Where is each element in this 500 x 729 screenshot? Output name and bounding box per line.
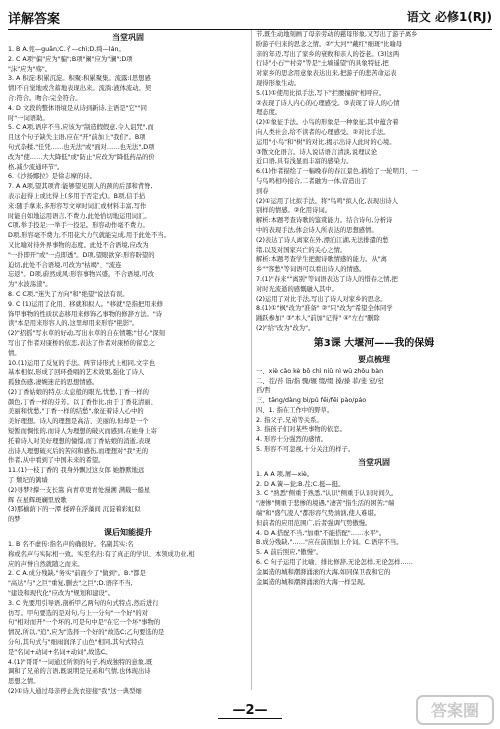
answer-line: 2. C A项"偏"应为"骗";B项"阑"应为"澜";D项 <box>8 55 133 63</box>
lesson-title: 第3课 大堰河——我的保姆 <box>313 337 435 349</box>
answer-line: (3)那榆荫下的一潭 揉碎在浮藻间 沉淀着彩虹似 <box>8 506 141 514</box>
answer-line: 5. A 前后照应,"傲慢"。 <box>256 549 323 557</box>
answer-line: "一扑即开"或"一点即透"。D项,望眼欲穿:形容盼望的 <box>8 251 155 259</box>
answer-line: 2. 指父子,兄弟等关系。 <box>256 416 323 424</box>
svg-text:答案圈: 答案圈 <box>430 701 480 720</box>
section-heading: 要点梳理 <box>358 354 390 364</box>
answer-line: 亲的年迈,写出了家乡的衰败和亲人的苍老。(3)这两 <box>256 50 400 58</box>
answer-line: (2)丁香姑娘的特点:太息般的眼光,忧愁,丁香一样的 <box>8 388 149 396</box>
header-right-title: 语文 必修1(RJ) <box>406 10 492 24</box>
answer-line: 四、1. 指在工作中的野草。 <box>256 406 334 414</box>
answer-line: 解析:本题考查学生把握诗歌情感的能力。从"离 <box>256 256 387 264</box>
answer-line: 写出了作者对康桥的依恋,表达了作者对康桥的留恋之 <box>8 339 155 347</box>
answer-line: 近口语,具有浅显而丰富的感染力。 <box>256 158 353 166</box>
answer-line: "建设和现代化"应改为"规划和建设"。 <box>8 590 115 598</box>
answer-line: 10.(1)运用了反复的手法。两节诗形式上相同,文字也 <box>8 359 155 367</box>
answer-line: 情况,所以,"追",应为"选择一个好的"故选C;乙句要选的是 <box>8 629 165 637</box>
answer-line: 情)不自觉地或含蓄地表现出来。流淌:液体流动。契 <box>8 85 152 93</box>
answer-line: 乡""客愁"等词语可以看出诗人的情感。 <box>256 266 366 274</box>
section-heading: 当堂巩固 <box>358 457 390 467</box>
answer-line: 3. 指孩子们对某些事物的依恋。 <box>256 426 346 434</box>
answer-line: (2)表达了诗人离家在外,漂泊江湖,无法排遣的愁 <box>256 236 389 244</box>
answer-line: 3. C 先要用引导语,剖析甲乙两句的句式特点,然后进行 <box>8 599 159 607</box>
answer-line: 出诗人理想破灭后的苦闷和感伤,而理想对"我"无的 <box>8 447 149 455</box>
answer-line: 时能自如地运用语言,不费力,此处恰切地运用词汇。 <box>8 212 151 220</box>
answer-line: 1. B A.莞—guān;C.彳—chì;D.绮—lán。 <box>8 46 125 53</box>
answer-line: 现得形象生动。 <box>256 79 301 87</box>
answer-line: "凄惨"侧重于悲惨的境遇,"凄苦"指生活的困苦;"端 <box>256 500 395 508</box>
answer-line: 1. B 名不虚传:指名声的确很好。名副其实:名 <box>8 541 134 549</box>
header-left-title: 详解答案 <box>8 12 61 27</box>
answer-line: 4. 形容十分强烈的感情。 <box>256 436 327 444</box>
column-divider <box>251 30 252 690</box>
answer-line: 向人类社会,给不读者的心理感受。②对比手法。 <box>256 128 390 136</box>
answer-line: (2)"招摇"写水草的好动,写出水草的自在情趣;"甘心"深刻 <box>8 330 165 338</box>
answer-line: 舀/哲 <box>256 387 271 395</box>
answer-line: 3. C "熟悉"侧重于熟悉,"认识"侧重于认识时间久。 <box>256 490 398 498</box>
answer-line: 5.(1)①使用比拟手法,写下"拦腰撞倒"相呼应。 <box>256 89 386 97</box>
answer-line: 2. D A.簧—瓮;B.茬;C.挺—挺。 <box>256 480 345 488</box>
answer-line: (2)①诗人通过母亲停止洗衣迎接"我"这一典型细 <box>8 688 142 695</box>
answer-line: 踊跃参加" ③"本人"前加"记得" ④"左右"删除 <box>256 315 380 323</box>
answer-line: 4. D 文段的整体语境是从诗到新诗,主语是"它""同 <box>8 104 147 112</box>
answer-line: 2. C A.成分残缺,"务实"前面少了"做到"。B."都是 <box>8 570 146 578</box>
answer-line: 4.(1)"哥哥"一词通过所领的句子,构成独特的意象,既 <box>8 658 153 666</box>
answer-line: 为"水波荡漾"。 <box>8 281 52 289</box>
answer-line: 是"名词+动词+名词+动词",故选C。 <box>8 648 112 656</box>
watermark-logo <box>416 693 494 727</box>
answer-line: 三、tāng/dàng bì/pǔ fěi/fěi pào/páo <box>256 397 367 405</box>
answer-line: 7. A A项,望其项背:能够望见别人的颈的后部和背脊, <box>8 183 153 191</box>
answer-line: 了 颓圮的篱墙 <box>8 477 48 485</box>
answer-line: 5. C A项,语序不当,应该为"制造假假意,令人诅咒",而 <box>8 124 154 132</box>
answer-line: 颜色,丁香一样的芬芳。以丁香作比,由于丁香花清丽、 <box>8 398 157 406</box>
answer-line: 迫切,此处不合语境,可改为"枯竭"、"流连 <box>8 261 122 269</box>
answer-line: 7.(1)"春来""离别"等词语表达了诗人的惜春之情,把 <box>256 275 398 283</box>
answer-line: 节,既生动地刻画了母亲劳动的慈母形象,又写出了游子离乡 <box>256 31 418 38</box>
answer-line: 句"相对而开"一个坏的,可是句中是"在它一个坏"事物的 <box>8 619 161 627</box>
answer-line: 辉 在星辉斑斓里放歌 <box>8 496 67 504</box>
answer-line: 对时光流逝的感慨融入其中。 <box>256 285 338 293</box>
answer-line: 11.(1)一枝丁香的 我身外飘过这女郎 她静默地远 <box>8 467 145 475</box>
answer-line: "高达"与"之巨"重复,删去"之巨";D.语序不当, <box>8 580 133 588</box>
answer-line: 表示赶得上或比得上(多用于否定式)。B项,信手拈 <box>8 192 146 200</box>
answer-line: 时"一词语助。 <box>8 114 49 122</box>
answer-line: B.成分残缺,"……"应在前面加上介词。C.语序不当。 <box>256 539 403 547</box>
answer-line: 金属造的城和潮湃涌滚的大海一样呈现。 <box>256 578 370 586</box>
left-column <box>8 30 248 695</box>
answer-line: 8.(1)①"枫"改为"准备" ②"只"改为"希望全体同学 <box>256 305 393 313</box>
answer-line: 作者,从中看到了中国未来的希望。 <box>8 457 105 465</box>
answer-line: 改为"使……大大降低"或"防止"应改为"降低药品的价 <box>8 153 155 161</box>
answer-line: 且这个句子缺失主语,应在"开"前加上"我们"。B项 <box>8 134 146 142</box>
answer-line: 仿写。甲句要选的是对句,与上一分句"一个好"的对 <box>8 609 149 617</box>
answer-line: 基本相似,形成了回环叠唱的艺术效果,强化了诗人 <box>8 369 145 377</box>
answer-line: 调和了兄弟的言语,既说明是兄弟和气情,也体现出诗 <box>8 668 151 676</box>
answer-line: 二、茬/苔 诣/指 骤/辗 缀/缀 搡/搡 菲/斐 窒/窒 <box>256 377 384 385</box>
answer-line: 的梦 <box>8 516 21 524</box>
answer-line: 3. A 积淀:积累沉淀。积聚:积累聚集。流露:(思想感 <box>8 75 151 83</box>
section-heading: 当堂巩固 <box>112 33 144 42</box>
answer-line: 8. C C项,"迷失了方向"和"绝望"说法有误。 <box>8 290 129 298</box>
answer-line: 运用"小鸟"和"树"的对比,揭示出诗人此时的心境。 <box>256 138 396 146</box>
answer-line: 金属造的城和潮湃涌滚的大海,如同保卫我和它的 <box>256 568 391 576</box>
answer-line: 对家乡的思念用意象表达出来,把游子的悲苦命运表 <box>256 70 397 78</box>
answer-line: (2)运用了对比手法,写出了诗人对家乡的思念。 <box>256 295 387 303</box>
answer-line: 但前者的应用范围广,后者强调气势傲慢。 <box>256 519 372 527</box>
answer-line: 5. 形容不可忽视,十分关注的样子。 <box>256 446 355 454</box>
answer-line: 孤独伤感,凄婉迷茫的思想情感。 <box>8 379 99 387</box>
answer-line: 美丽和忧愁,"丁香一样的结愁",象征着诗人心中的 <box>8 408 144 416</box>
answer-line: 6.(1)作者描绘了一幅晚春的春江景色,描绘了一轮明月、一 <box>256 168 418 176</box>
page-header <box>8 4 492 28</box>
answer-line: 端"和"盛气凌人"都形容气势汹汹,使人难堪。 <box>256 510 381 518</box>
answer-line: 美好理想。诗人的理想是高洁、美丽的,但却是一个 <box>8 418 149 426</box>
answer-line: 又比喻对待外界事物的态度。此处不合语境,应改为 <box>8 241 149 249</box>
answer-line: C项,举手投足:一举手一投足。形容动作毫不费力。 <box>8 222 149 230</box>
answer-line: 理态度。 <box>256 109 282 117</box>
answer-line: 饰甲事物的性质状态移用来修饰乙事物的修辞方法。"诗 <box>8 310 163 318</box>
answer-line: 行诗"小石""村旁"等是"土墙遥望"的具象特征,把 <box>256 60 389 68</box>
answer-line: 读"本是用来形容人的,这里却用来形容"艳影"。 <box>8 320 139 328</box>
answer-line: 到春 <box>256 187 269 195</box>
answer-line: 绪,以及对国家兴亡的关心之情。 <box>256 246 347 254</box>
answer-line: (2)①运用了比拟手法。将"鸟鸣"拟人化,表现出诗人 <box>256 197 398 205</box>
answer-line: D项,形容毫不费力,不用花大力气就能完成,用于此处不当。 <box>8 232 170 240</box>
answer-line: (2)①象征手法。小鸟的形象是一种象征,其中蕴含着 <box>256 119 399 127</box>
answer-line: ③散文化语言。诗人说话语言清淡,说理议论 <box>256 148 377 156</box>
answer-line: (2)寻梦?撑一支长篙 向青草更青处漫溯 满载一船星 <box>8 486 151 494</box>
answer-line: 6. C 句子运用了比喻、排比修辞,无论怎样,无论怎样…… <box>256 559 413 567</box>
answer-line: 6.《沙扬娜拉》是徐志摩的诗。 <box>8 173 96 181</box>
answer-line: 4. D A.搭配不当,"加重"不能搭配"……水平"。 <box>256 529 386 537</box>
answer-line: 合:符合。吻合:完全符合。 <box>8 94 82 102</box>
answer-line: 与鸟鸣相吟接合,二者融为一体,营造出了 <box>256 177 368 185</box>
answer-line: 应的声誉自然就随之而来。 <box>8 560 84 568</box>
answer-line: 解析:本题考查诗歌的鉴赏能力。结合诗句,分析诗 <box>256 217 393 225</box>
answer-line: 一、xiè cǎo kè bō chì niǔ nì wū zhōu bàn <box>256 367 384 375</box>
answer-line: 称或名声与实际相一致。实至名归:有了真正的学识、本领成功业,相 <box>8 550 195 558</box>
answer-line: 9. C (1)运用了化用、移就和拟人。"移就"是指把用来修 <box>8 300 164 308</box>
answer-line: 托着诗人对美好理想的憧憬,而丁香姑娘的消逝,表现 <box>8 437 151 445</box>
answer-line: 1. A A 项,屑—xiè。 <box>256 470 314 478</box>
section-heading: 课后知能提升 <box>104 528 152 538</box>
right-column <box>256 30 492 690</box>
answer-line: 思想之情。 <box>8 678 40 686</box>
page-number-text: —2— <box>218 703 281 719</box>
answer-line: 别样的情感。②化用诗词。 <box>256 207 331 215</box>
answer-line: 盼游子归来的思念之情。②"大河""戴红"细斑"比喻母 <box>256 40 403 48</box>
answer-line: (2)"给"改为"改为"。 <box>256 324 315 332</box>
answer-line: 分句,其句式与"细雨润泽了山色"相同,其句式特点 <box>8 639 144 647</box>
answer-line: 忘返"。D项,蔚然成风:形容事物兴盛。不合语境,可改 <box>8 271 155 279</box>
answer-line: 句式杂糅,"任凭……也无法"或"面对……也无法",D项 <box>8 143 155 151</box>
answer-line: 情。 <box>8 349 21 357</box>
answer-line: 中的表现手法,体会诗人所表达的思想感情。 <box>256 226 378 234</box>
answer-line: 短暂而惆怅的,而诗人为理想的破灭而感到,在她身上寄 <box>8 428 157 436</box>
answer-line: 格,减少流通环节"。 <box>8 163 64 171</box>
answer-line: "沫"应为"殇"。 <box>8 65 52 73</box>
answer-line: ②表现了诗人内心的心理感受。③表现了诗人的心情 <box>256 99 400 107</box>
answer-line: 来:随手拿来,多形容写文章时词汇或材料丰富,写作 <box>8 202 147 210</box>
